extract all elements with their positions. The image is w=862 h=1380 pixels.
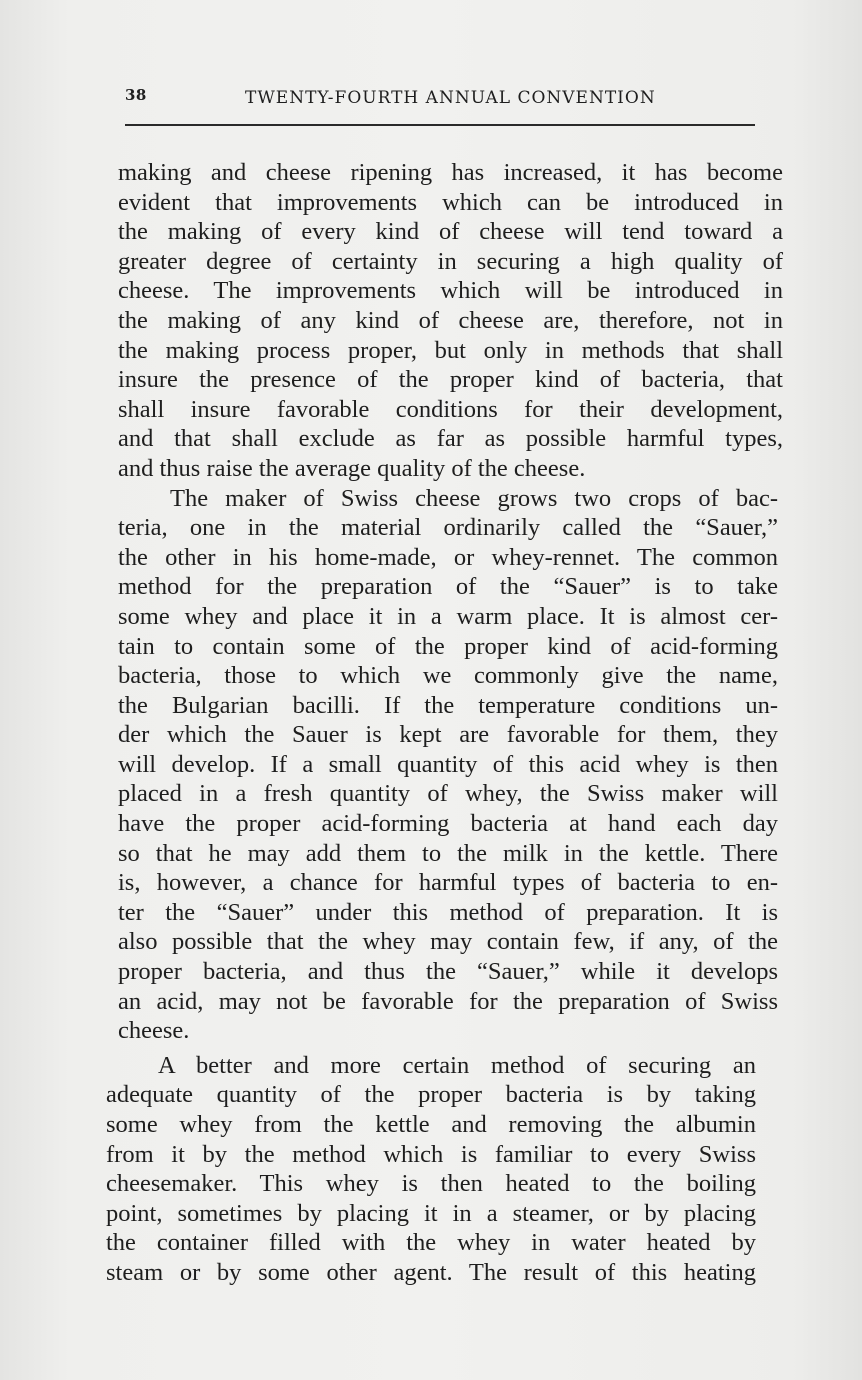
text-line: have the proper acid-forming bacteria at hand each day bbox=[118, 810, 778, 838]
text-line: the Bulgarian bacilli. If the temperature conditions un- bbox=[118, 691, 778, 719]
text-line: the other in his home-made, or whey-rennet. The common bbox=[118, 543, 778, 571]
text-line: adequate quantity of the proper bacteria is by taking bbox=[106, 1081, 756, 1109]
text-line: will develop. If a small quantity of this acid whey is then bbox=[118, 750, 778, 778]
page-header bbox=[125, 86, 755, 116]
text-line: ter the “Sauer” under this method of preparation. It is bbox=[118, 898, 778, 926]
text-line: is, however, a chance for harmful types of bacteria to en- bbox=[118, 869, 778, 897]
text-line: the making of every kind of cheese will tend toward a bbox=[118, 218, 783, 246]
text-line: the making of any kind of cheese are, therefore, not in bbox=[118, 306, 783, 334]
text-line: so that he may add them to the milk in the kettle. There bbox=[118, 839, 778, 867]
page-number: 38 bbox=[125, 86, 147, 104]
text-line: cheese. bbox=[118, 1017, 190, 1045]
text-line: method for the preparation of the “Sauer” is to take bbox=[118, 573, 778, 601]
text-line: teria, one in the material ordinarily called the “Sauer,” bbox=[118, 514, 778, 542]
text-line: also possible that the whey may contain few, if any, of the bbox=[118, 928, 778, 956]
header-rule bbox=[125, 124, 755, 126]
text-line: The maker of Swiss cheese grows two crops of bac- bbox=[170, 484, 778, 512]
text-line: evident that improvements which can be introduced in bbox=[118, 188, 783, 216]
paragraph-1 bbox=[118, 158, 783, 484]
text-line: greater degree of certainty in securing a high quality of bbox=[118, 247, 783, 275]
paragraph-3 bbox=[106, 1051, 756, 1288]
paragraph-2 bbox=[118, 484, 778, 1046]
text-line: the making process proper, but only in methods that shall bbox=[118, 336, 783, 364]
text-line: making and cheese ripening has increased, it has become bbox=[118, 159, 783, 186]
text-line: A better and more certain method of securing an bbox=[158, 1051, 756, 1079]
text-line: insure the presence of the proper kind of bacteria, that bbox=[118, 366, 783, 394]
text-line: an acid, may not be favorable for the preparation of Swiss bbox=[118, 987, 778, 1015]
text-line: placed in a fresh quantity of whey, the Swiss maker will bbox=[118, 780, 778, 808]
text-line: some whey and place it in a warm place. It is almost cer- bbox=[118, 602, 778, 630]
text-line: and that shall exclude as far as possible harmful types, bbox=[118, 425, 783, 453]
text-line: from it by the method which is familiar to every Swiss bbox=[106, 1140, 756, 1168]
text-line: cheese. The improvements which will be introduced in bbox=[118, 277, 783, 305]
text-line: point, sometimes by placing it in a steamer, or by placing bbox=[106, 1199, 756, 1227]
text-line: some whey from the kettle and removing the albumin bbox=[106, 1111, 756, 1138]
text-line: der which the Sauer is kept are favorable for them, they bbox=[118, 721, 778, 749]
text-line: and thus raise the average quality of the cheese. bbox=[118, 454, 586, 482]
text-line: the container filled with the whey in water heated by bbox=[106, 1229, 756, 1257]
body-text bbox=[106, 158, 785, 1288]
text-line: cheesemaker. This whey is then heated to the boiling bbox=[106, 1170, 756, 1198]
text-line: bacteria, those to which we commonly give the name, bbox=[118, 662, 778, 690]
text-line: shall insure favorable conditions for their development, bbox=[118, 395, 783, 423]
running-head: TWENTY-FOURTH ANNUAL CONVENTION bbox=[245, 88, 656, 108]
text-line: proper bacteria, and thus the “Sauer,” while it develops bbox=[118, 958, 778, 986]
text-line: tain to contain some of the proper kind of acid-forming bbox=[118, 632, 778, 660]
text-line: steam or by some other agent. The result of this heating bbox=[106, 1258, 756, 1286]
